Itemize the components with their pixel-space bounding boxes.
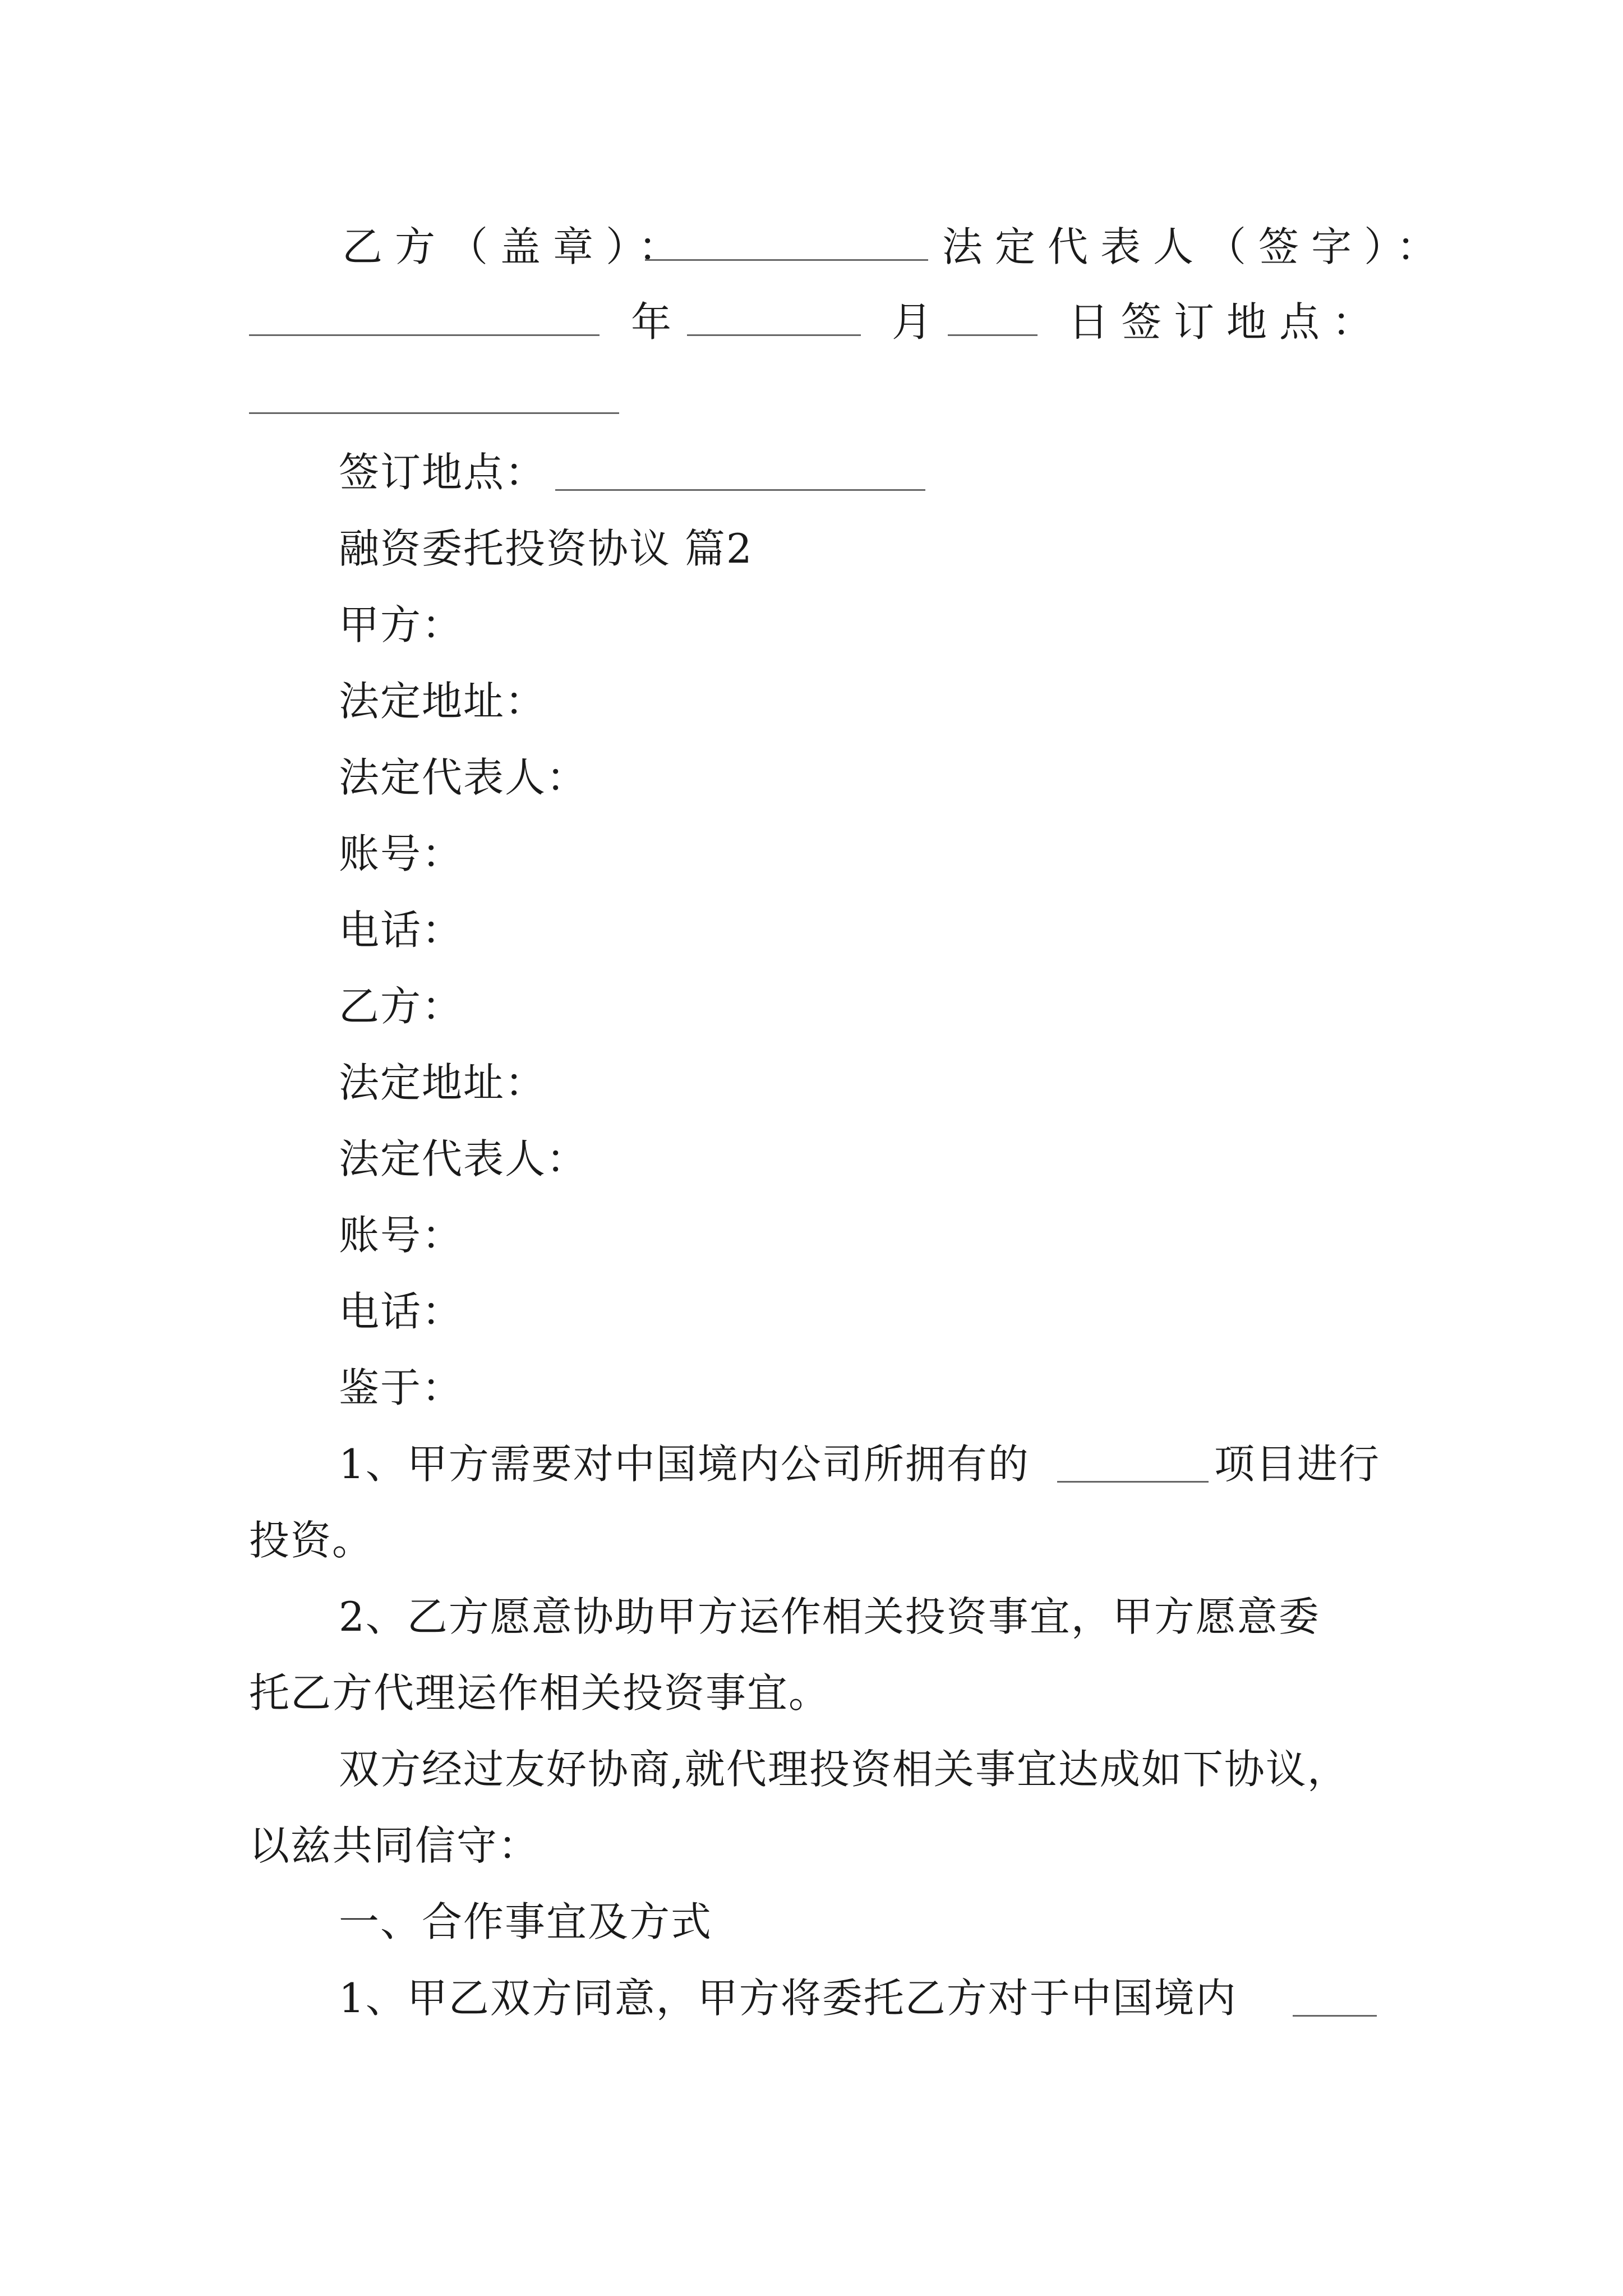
year-label: 年	[631, 298, 673, 346]
blank-project	[1057, 1481, 1209, 1483]
blank-day	[948, 334, 1038, 336]
section-heading-1: 一、合作事宜及方式	[339, 1898, 713, 1945]
blank-month	[687, 334, 861, 336]
whereas-item-1a: 1、甲方需要对中国境内公司所拥有的	[339, 1441, 1030, 1488]
party-a-address-label: 法定地址：	[339, 678, 547, 725]
party-b-label: 乙方：	[339, 983, 464, 1030]
party-b-account-label: 账号：	[339, 1212, 464, 1259]
agreement-preamble-a: 双方经过友好协商,就代理投资相关事宜达成如下协议，	[339, 1746, 1349, 1793]
party-b-address-label: 法定地址：	[339, 1059, 547, 1106]
blank-place-1	[249, 412, 619, 414]
party-b-rep-label: 法定代表人：	[339, 1135, 588, 1182]
blank-clause-1	[1293, 2015, 1377, 2017]
party-a-account-label: 账号：	[339, 830, 464, 877]
party-a-phone-label: 电话：	[339, 907, 464, 954]
party-b-seal-label: 乙方（盖章）：	[342, 223, 691, 270]
legal-rep-sign-label: 法定代表人（签字）：	[942, 223, 1450, 270]
whereas-label: 鉴于：	[339, 1364, 464, 1411]
day-sign-place-label: 日签订地点：	[1068, 298, 1385, 346]
month-label: 月	[892, 298, 934, 346]
agreement-title: 融资委托投资协议 篇2	[339, 525, 753, 572]
agreement-preamble-b: 以兹共同信守：	[249, 1822, 540, 1869]
whereas-item-1b: 项目进行	[1214, 1441, 1381, 1488]
party-a-rep-label: 法定代表人：	[339, 754, 588, 801]
sign-place-label: 签订地点：	[339, 449, 547, 496]
blank-year	[249, 334, 600, 336]
party-b-phone-label: 电话：	[339, 1288, 464, 1335]
whereas-item-1c: 投资。	[249, 1517, 374, 1564]
party-a-label: 甲方：	[339, 601, 464, 648]
party-b-seal-line	[342, 219, 691, 275]
whereas-item-2a: 2、乙方愿意协助甲方运作相关投资事宜，甲方愿意委	[339, 1593, 1320, 1640]
blank-seal	[645, 259, 928, 261]
clause-1-1: 1、甲乙双方同意，甲方将委托乙方对于中国境内	[339, 1975, 1237, 2022]
blank-place-2	[555, 489, 925, 491]
whereas-item-2b: 托乙方代理运作相关投资事宜。	[249, 1669, 831, 1717]
